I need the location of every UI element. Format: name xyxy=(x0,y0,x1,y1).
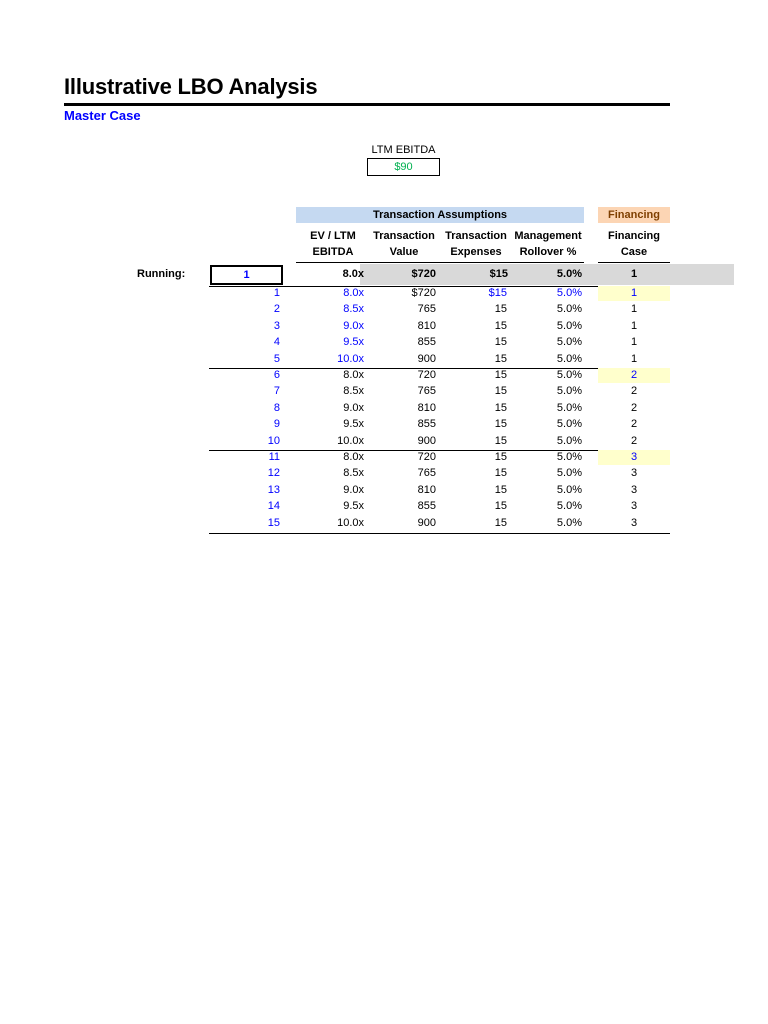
cell-ev-ebitda[interactable]: 9.5x xyxy=(343,418,364,431)
col-header-financing-case xyxy=(598,228,670,260)
cell-case-number[interactable]: 9 xyxy=(273,418,280,431)
cell-transaction-expenses[interactable]: 15 xyxy=(494,336,507,349)
page-subtitle: Master Case xyxy=(64,108,141,123)
cell-financing-case[interactable]: 3 xyxy=(630,483,638,496)
financing-header: Financing xyxy=(598,207,670,223)
cell-transaction-value[interactable]: 855 xyxy=(417,500,436,513)
cell-management-rollover[interactable]: 5.0% xyxy=(556,467,582,480)
cell-financing-case[interactable]: 2 xyxy=(630,434,638,447)
cell-management-rollover[interactable]: 5.0% xyxy=(556,385,582,398)
cell-case-number[interactable]: 3 xyxy=(273,319,280,332)
cell-ev-ebitda[interactable]: 10.0x xyxy=(337,516,364,529)
cell-ev-ebitda[interactable]: 10.0x xyxy=(337,434,364,447)
col-header-tv-line1: Transaction xyxy=(373,230,435,242)
cell-transaction-expenses[interactable]: 15 xyxy=(494,401,507,414)
cell-transaction-value[interactable]: 765 xyxy=(417,467,436,480)
cell-ev-ebitda[interactable]: 8.5x xyxy=(343,385,364,398)
cell-transaction-value[interactable]: 855 xyxy=(417,418,436,431)
col-header-fc-line2: Case xyxy=(620,246,648,258)
cell-transaction-expenses[interactable]: 15 xyxy=(494,319,507,332)
cell-case-number[interactable]: 10 xyxy=(267,434,280,447)
cell-transaction-expenses[interactable]: 15 xyxy=(494,418,507,431)
running-ev-ebitda: 8.0x xyxy=(342,268,364,280)
cell-financing-case[interactable]: 1 xyxy=(630,319,638,332)
col-header-fc-line1: Financing xyxy=(608,230,660,242)
cell-financing-case[interactable]: 3 xyxy=(630,451,638,463)
cell-ev-ebitda[interactable]: 9.0x xyxy=(343,401,364,414)
col-header-mr-line2: Rollover % xyxy=(519,246,577,258)
cell-financing-case[interactable]: 2 xyxy=(630,385,638,398)
cell-transaction-value[interactable]: 900 xyxy=(417,516,436,529)
cell-ev-ebitda[interactable]: 8.5x xyxy=(343,467,364,480)
cell-case-number[interactable]: 5 xyxy=(273,352,280,365)
cell-case-number[interactable]: 1 xyxy=(273,287,280,299)
cell-transaction-value[interactable]: 810 xyxy=(417,319,436,332)
col-header-ev-line1: EV / LTM xyxy=(310,230,356,242)
cell-transaction-value[interactable]: 810 xyxy=(417,401,436,414)
running-row xyxy=(64,264,670,285)
col-header-transaction-expenses xyxy=(440,228,512,260)
col-header-ev-line2: EBITDA xyxy=(312,246,354,258)
table-row xyxy=(0,384,768,400)
cell-transaction-expenses[interactable]: 15 xyxy=(494,303,507,316)
title-underline xyxy=(64,103,670,106)
cell-transaction-expenses[interactable]: 15 xyxy=(494,516,507,529)
cell-management-rollover[interactable]: 5.0% xyxy=(556,451,582,463)
cell-ev-ebitda[interactable]: 8.5x xyxy=(343,303,364,316)
cell-transaction-expenses[interactable]: $15 xyxy=(488,287,507,299)
table-row xyxy=(0,483,768,499)
cell-financing-case[interactable]: 1 xyxy=(630,336,638,349)
col-header-mr-line1: Management xyxy=(514,230,582,242)
table-row xyxy=(0,335,768,351)
cell-ev-ebitda[interactable]: 8.0x xyxy=(343,287,364,299)
cell-ev-ebitda[interactable]: 8.0x xyxy=(343,369,364,381)
cell-transaction-value[interactable]: 765 xyxy=(417,385,436,398)
table-row xyxy=(0,417,768,433)
table-row xyxy=(0,319,768,335)
cell-case-number[interactable]: 7 xyxy=(273,385,280,398)
running-management-rollover: 5.0% xyxy=(556,268,582,280)
cell-ev-ebitda[interactable]: 9.5x xyxy=(343,336,364,349)
page-title: Illustrative LBO Analysis xyxy=(64,74,318,99)
cell-ev-ebitda[interactable]: 9.5x xyxy=(343,500,364,513)
cell-case-number[interactable]: 15 xyxy=(267,516,280,529)
col-header-transaction-value xyxy=(368,228,440,260)
table-row xyxy=(0,302,768,318)
cell-management-rollover[interactable]: 5.0% xyxy=(556,369,582,381)
running-transaction-value: $720 xyxy=(411,268,436,280)
cell-ev-ebitda[interactable]: 10.0x xyxy=(337,352,364,365)
cell-ev-ebitda[interactable]: 9.0x xyxy=(343,483,364,496)
table-row xyxy=(0,466,768,482)
cell-transaction-value[interactable]: 855 xyxy=(417,336,436,349)
header-rule-financing xyxy=(598,262,670,263)
running-transaction-expenses: $15 xyxy=(489,268,508,280)
cell-transaction-value[interactable]: 900 xyxy=(417,352,436,365)
cell-financing-case[interactable]: 1 xyxy=(630,287,638,299)
col-header-management-rollover xyxy=(509,228,587,260)
cell-case-number[interactable]: 4 xyxy=(273,336,280,349)
cell-transaction-value[interactable]: $720 xyxy=(411,287,436,299)
table-row xyxy=(0,286,768,302)
cell-ev-ebitda[interactable]: 9.0x xyxy=(343,319,364,332)
cell-transaction-expenses[interactable]: 15 xyxy=(494,369,507,381)
cell-transaction-value[interactable]: 720 xyxy=(417,451,436,463)
cell-financing-case[interactable]: 3 xyxy=(630,467,638,480)
cell-transaction-expenses[interactable]: 15 xyxy=(494,467,507,480)
cell-management-rollover[interactable]: 5.0% xyxy=(556,401,582,414)
cell-financing-case[interactable]: 2 xyxy=(630,369,638,381)
cell-case-number[interactable]: 13 xyxy=(267,483,280,496)
col-header-te-line2: Expenses xyxy=(450,246,502,258)
cell-management-rollover[interactable]: 5.0% xyxy=(556,434,582,447)
table-row xyxy=(0,368,768,384)
cell-transaction-expenses[interactable]: 15 xyxy=(494,434,507,447)
cell-transaction-value[interactable]: 810 xyxy=(417,483,436,496)
cell-management-rollover[interactable]: 5.0% xyxy=(556,303,582,316)
cell-management-rollover[interactable]: 5.0% xyxy=(556,483,582,496)
cell-transaction-expenses[interactable]: 15 xyxy=(494,500,507,513)
transaction-assumptions-header: Transaction Assumptions xyxy=(296,207,584,223)
table-row xyxy=(0,450,768,466)
cell-management-rollover[interactable]: 5.0% xyxy=(556,336,582,349)
cell-management-rollover[interactable]: 5.0% xyxy=(556,287,582,299)
table-row xyxy=(0,352,768,368)
cell-management-rollover[interactable]: 5.0% xyxy=(556,516,582,529)
cell-transaction-expenses[interactable]: 15 xyxy=(494,451,507,463)
cell-ev-ebitda[interactable]: 8.0x xyxy=(343,451,364,463)
table-row xyxy=(0,434,768,450)
col-header-te-line1: Transaction xyxy=(445,230,507,242)
cell-management-rollover[interactable]: 5.0% xyxy=(556,418,582,431)
running-label: Running: xyxy=(137,268,186,280)
cell-transaction-expenses[interactable]: 15 xyxy=(494,483,507,496)
table-row xyxy=(0,499,768,515)
cell-financing-case[interactable]: 3 xyxy=(630,500,638,513)
cell-transaction-value[interactable]: 765 xyxy=(417,303,436,316)
cell-financing-case[interactable]: 2 xyxy=(630,418,638,431)
ltm-ebitda-label: LTM EBITDA xyxy=(371,144,436,156)
cell-management-rollover[interactable]: 5.0% xyxy=(556,319,582,332)
table-bottom-rule xyxy=(209,533,670,534)
cell-management-rollover[interactable]: 5.0% xyxy=(556,352,582,365)
cell-management-rollover[interactable]: 5.0% xyxy=(556,500,582,513)
col-header-ev-ebitda xyxy=(300,228,366,260)
cell-case-number[interactable]: 12 xyxy=(267,467,280,480)
cell-transaction-expenses[interactable]: 15 xyxy=(494,385,507,398)
running-case-input[interactable]: 1 xyxy=(210,265,283,285)
cell-case-number[interactable]: 8 xyxy=(273,401,280,414)
header-rule-transaction xyxy=(296,262,584,263)
cell-financing-case[interactable]: 2 xyxy=(630,401,638,414)
cell-financing-case[interactable]: 1 xyxy=(630,303,638,316)
table-row xyxy=(0,516,768,532)
col-header-tv-line2: Value xyxy=(389,246,419,258)
cell-case-number[interactable]: 2 xyxy=(273,303,280,316)
cell-transaction-expenses[interactable]: 15 xyxy=(494,352,507,365)
cell-financing-case[interactable]: 3 xyxy=(630,516,638,529)
cell-financing-case[interactable]: 1 xyxy=(630,352,638,365)
table-row xyxy=(0,401,768,417)
cell-case-number[interactable]: 6 xyxy=(273,369,280,381)
ltm-ebitda-value[interactable]: $90 xyxy=(367,158,440,176)
cell-transaction-value[interactable]: 900 xyxy=(417,434,436,447)
cell-case-number[interactable]: 14 xyxy=(267,500,280,513)
running-financing-case: 1 xyxy=(630,268,638,280)
cell-transaction-value[interactable]: 720 xyxy=(417,369,436,381)
cell-case-number[interactable]: 11 xyxy=(268,451,280,463)
